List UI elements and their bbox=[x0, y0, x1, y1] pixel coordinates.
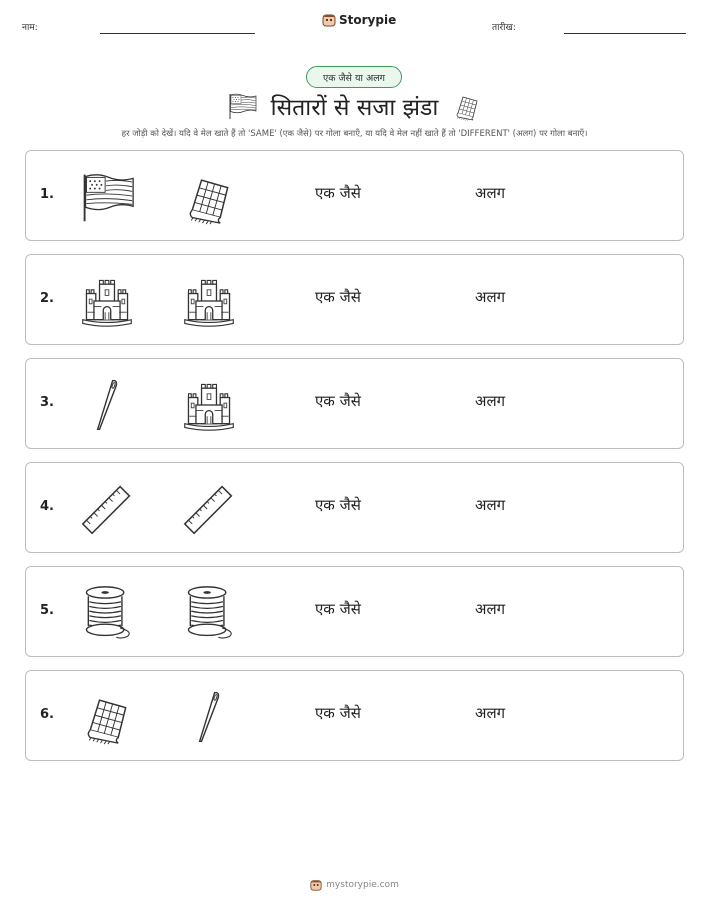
needle-icon bbox=[181, 689, 237, 745]
flag-icon bbox=[227, 91, 257, 121]
question-row bbox=[25, 462, 684, 553]
question-row bbox=[25, 150, 684, 241]
different-option[interactable]: अलग bbox=[475, 184, 506, 202]
same-option[interactable]: एक जैसे bbox=[315, 392, 361, 410]
page-title: सितारों से सजा झंडा bbox=[270, 95, 439, 121]
same-option[interactable]: एक जैसे bbox=[315, 184, 361, 202]
ruler-icon bbox=[79, 481, 135, 537]
different-option[interactable]: अलग bbox=[475, 288, 506, 306]
quilt-icon bbox=[452, 91, 482, 121]
brand-name: Storypie bbox=[339, 13, 397, 27]
different-option[interactable]: अलग bbox=[475, 600, 506, 618]
quilt-icon bbox=[181, 169, 237, 225]
same-option[interactable]: एक जैसे bbox=[315, 496, 361, 514]
footer bbox=[0, 879, 709, 891]
question-number: 5. bbox=[40, 603, 54, 618]
flag-icon bbox=[79, 169, 135, 225]
question-row bbox=[25, 670, 684, 761]
question-number: 6. bbox=[40, 707, 54, 722]
ruler-icon bbox=[181, 481, 237, 537]
brand-logo bbox=[322, 13, 396, 27]
thread-spool-icon bbox=[79, 585, 135, 641]
storypie-mascot-icon bbox=[322, 13, 336, 27]
castle-icon bbox=[181, 377, 237, 433]
name-line[interactable] bbox=[100, 33, 255, 34]
question-row bbox=[25, 254, 684, 345]
question-row bbox=[25, 358, 684, 449]
different-option[interactable]: अलग bbox=[475, 704, 506, 722]
name-label: नाम: bbox=[22, 23, 38, 33]
different-option[interactable]: अलग bbox=[475, 496, 506, 514]
footer-url[interactable]: mystorypie.com bbox=[326, 880, 399, 890]
same-option[interactable]: एक जैसे bbox=[315, 704, 361, 722]
different-option[interactable]: अलग bbox=[475, 392, 506, 410]
question-number: 1. bbox=[40, 187, 54, 202]
question-number: 4. bbox=[40, 499, 54, 514]
same-option[interactable]: एक जैसे bbox=[315, 288, 361, 306]
question-row bbox=[25, 566, 684, 657]
question-number: 2. bbox=[40, 291, 54, 306]
storypie-mascot-icon bbox=[310, 879, 322, 891]
castle-icon bbox=[79, 273, 135, 329]
quilt-icon bbox=[79, 689, 135, 745]
date-label: तारीख: bbox=[492, 23, 516, 33]
same-option[interactable]: एक जैसे bbox=[315, 600, 361, 618]
thread-spool-icon bbox=[181, 585, 237, 641]
castle-icon bbox=[181, 273, 237, 329]
needle-icon bbox=[79, 377, 135, 433]
instructions: हर जोड़ी को देखें। यदि वे मेल खाते हैं तो 'SAME' (एक जैसे) पर गोला बनाएँ, या यदि वे मेल नहीं खाते हैं तो 'DIFFERENT' (अलग) पर गोला बनाएँ। bbox=[121, 129, 588, 139]
title-row bbox=[0, 88, 709, 124]
question-number: 3. bbox=[40, 395, 54, 410]
date-line[interactable] bbox=[564, 33, 686, 34]
topic-badge: एक जैसे या अलग bbox=[306, 66, 402, 88]
